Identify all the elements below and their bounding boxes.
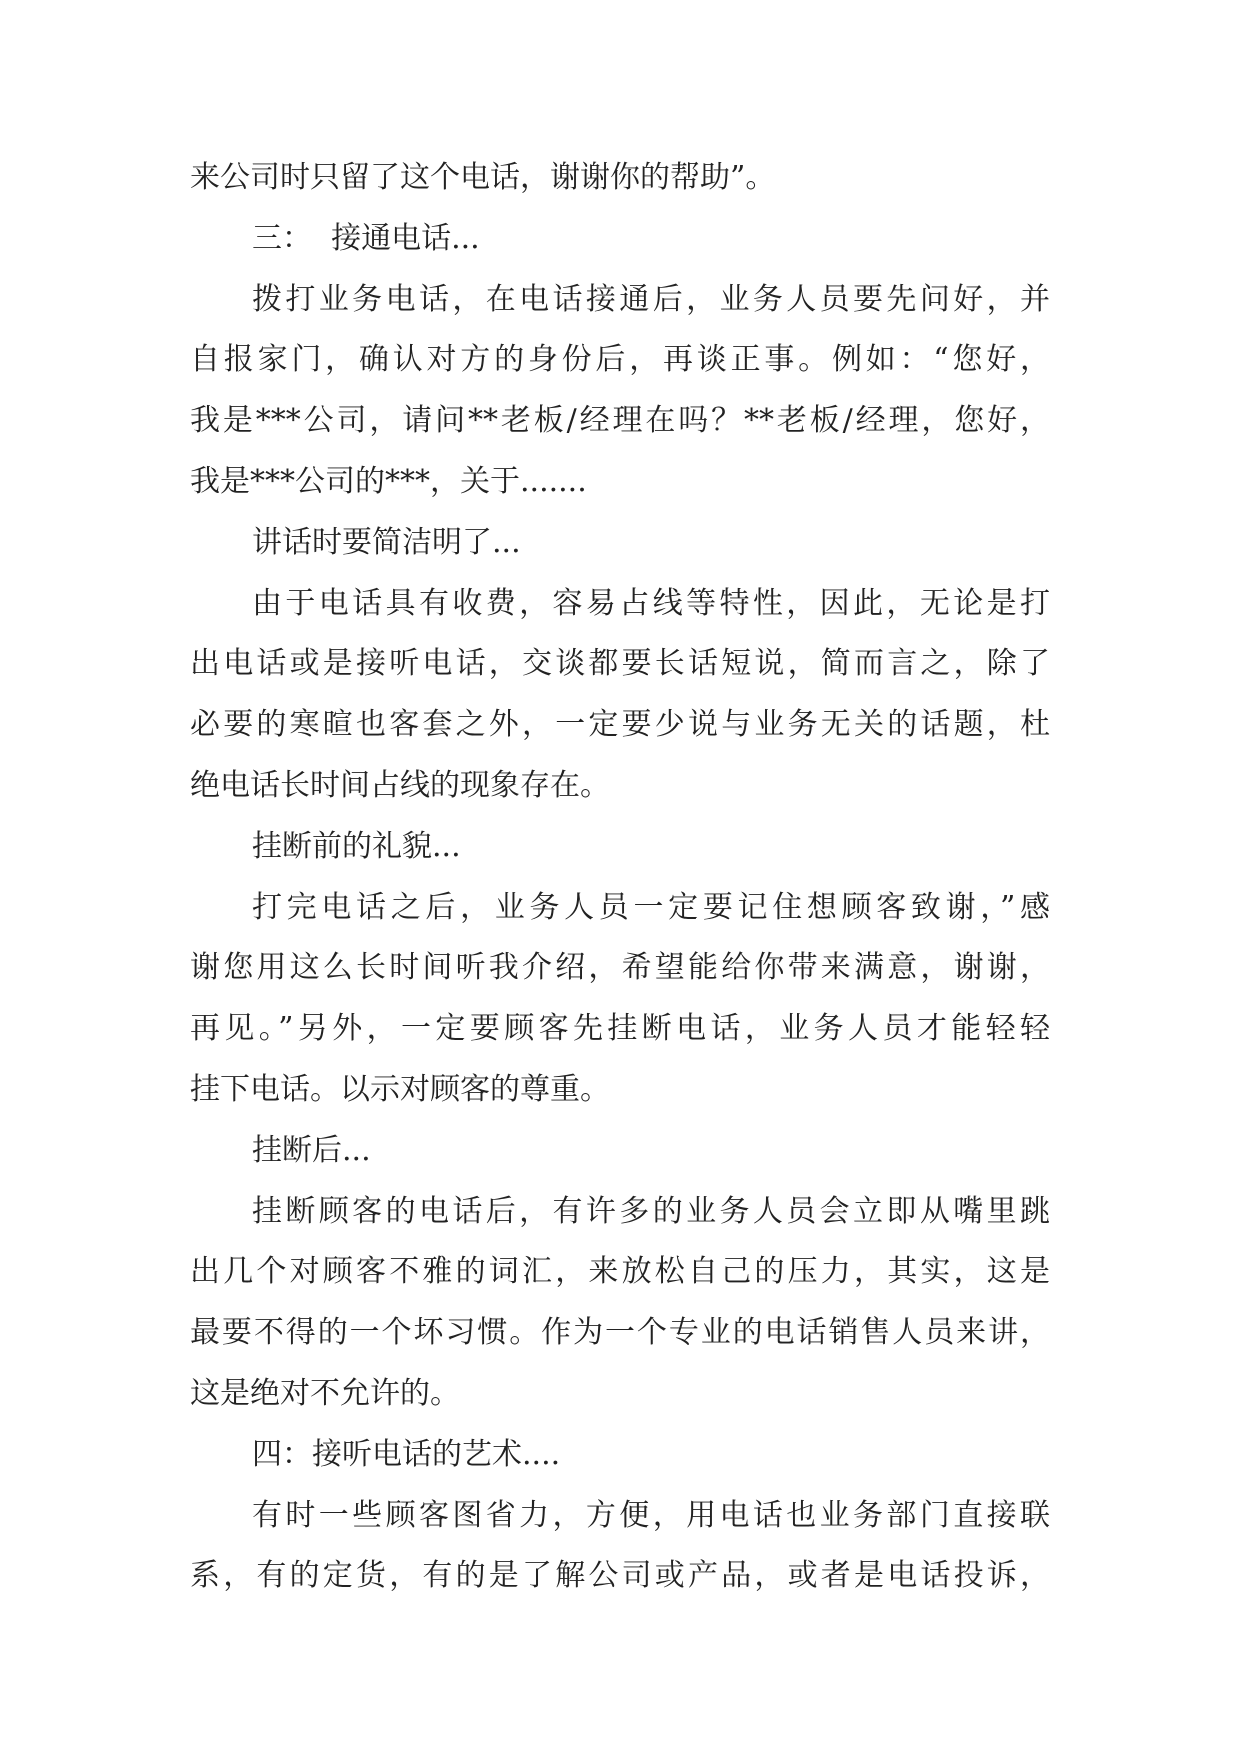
section-heading: 讲话时要简洁明了... <box>252 524 521 560</box>
text-line: 挂下电话。以示对顾客的尊重。 <box>190 1071 610 1107</box>
text-line: 必要的寒暄也客套之外，一定要少说与业务无关的话题，杜 <box>190 707 1050 743</box>
text-line: 来公司时只留了这个电话，谢谢你的帮助”。 <box>190 160 776 195</box>
section-heading: 挂断前的礼貌... <box>252 828 461 864</box>
text-line: 最要不得的一个坏习惯。作为一个专业的电话销售人员来讲， <box>190 1315 1050 1351</box>
text-line: 再见。”另外，一定要顾客先挂断电话，业务人员才能轻轻 <box>190 1011 1050 1047</box>
text-line: 我是***公司的***，关于....... <box>190 463 587 499</box>
section-heading: 挂断后... <box>252 1132 371 1168</box>
section-heading: 三： 接通电话... <box>252 220 480 256</box>
text-line: 出电话或是接听电话，交谈都要长话短说，简而言之，除了 <box>190 646 1050 682</box>
text-line: 出几个对顾客不雅的词汇，来放松自己的压力，其实，这是 <box>190 1254 1050 1290</box>
section-heading: 四：接听电话的艺术.... <box>252 1436 561 1472</box>
text-line: 自报家门，确认对方的身份后，再谈正事。例如：“您好， <box>190 342 1050 378</box>
text-line: 这是绝对不允许的。 <box>190 1375 460 1411</box>
text-line: 有时一些顾客图省力，方便，用电话也业务部门直接联 <box>252 1497 1050 1533</box>
body-text <box>190 148 1050 1607</box>
text-line: 挂断顾客的电话后，有许多的业务人员会立即从嘴里跳 <box>252 1193 1050 1229</box>
text-line: 我是***公司，请问**老板/经理在吗？**老板/经理，您好， <box>190 403 1050 439</box>
text-line: 谢您用这么长时间听我介绍，希望能给你带来满意，谢谢， <box>190 950 1050 986</box>
text-line: 绝电话长时间占线的现象存在。 <box>190 767 610 803</box>
text-line: 拨打业务电话，在电话接通后，业务人员要先问好，并 <box>252 281 1050 317</box>
text-line: 系，有的定货，有的是了解公司或产品，或者是电话投诉， <box>190 1558 1050 1594</box>
text-line: 由于电话具有收费，容易占线等特性，因此，无论是打 <box>252 585 1050 621</box>
text-line: 打完电话之后，业务人员一定要记住想顾客致谢，”感 <box>252 889 1050 925</box>
